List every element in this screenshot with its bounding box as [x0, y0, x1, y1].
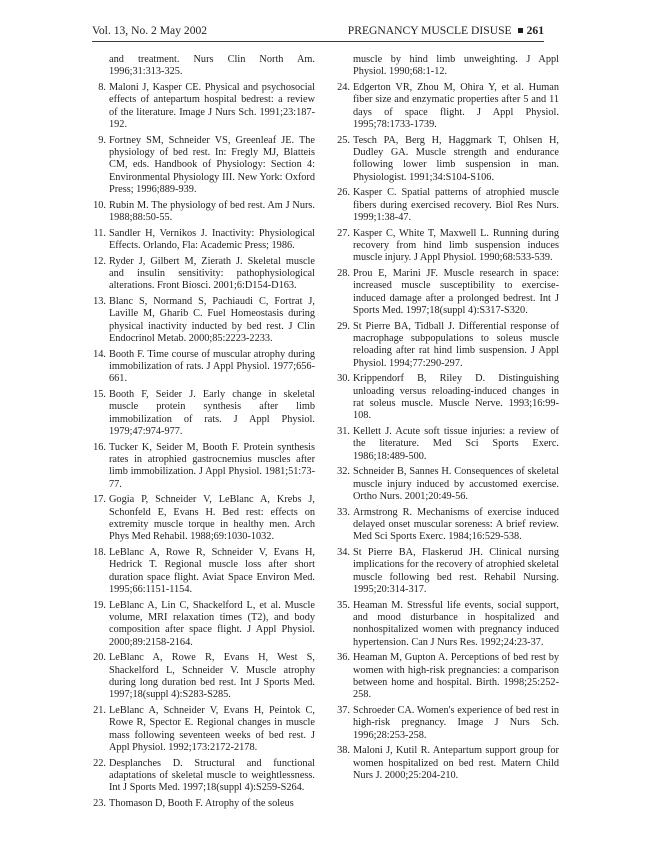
running-title-group	[348, 24, 544, 38]
reference-number: 26.	[337, 187, 350, 199]
reference-text: Fortney SM, Schneider VS, Greenleaf JE. The physiology of bed rest. In: Fregly MJ, Blatteis CM, eds. Handbook of Physiology: Section 4: Environmental Physiology III. New York: Oxford Press; 1996;889-939.	[109, 134, 315, 196]
reference-text: Kasper C, White T, Maxwell L. Running during recovery from hind limb suspension induces muscle injury. J Appl Physiol. 1990;68:533-539.	[353, 227, 559, 264]
reference-number: 15.	[93, 388, 106, 400]
reference-item	[92, 256, 315, 293]
reference-item	[336, 82, 559, 131]
reference-text: Tesch PA, Berg H, Haggmark T, Ohlsen H, Dudley GA. Muscle strength and endurance following lower limb suspension in man. Physiologist. 1991;34:S104-S106.	[353, 134, 559, 183]
reference-text: Kellett J. Acute soft tissue injuries: a review of the literature. Med Sci Sports Exerc. 1986;18:489-500.	[353, 426, 559, 462]
reference-text: Schneider B, Sannes H. Consequences of skeletal muscle injury induced by accustomed exercise. Ortho Nurs. 2001;20:49-56.	[353, 466, 559, 503]
reference-text: St Pierre BA, Flaskerud JH. Clinical nursing implications for the recovery of atrophied skeletal muscle following bed rest. Rehabil Nursing. 1995;20:314-317.	[353, 546, 559, 596]
reference-number: 22.	[93, 757, 106, 769]
reference-item	[336, 745, 559, 782]
reference-item	[336, 373, 559, 422]
reference-number: 32.	[337, 466, 350, 478]
reference-number: 8.	[98, 81, 106, 93]
reference-number: 25.	[337, 134, 350, 146]
reference-number: 10.	[93, 199, 106, 211]
reference-text: Prou E, Marini JF. Muscle research in space: increased muscle susceptibility to exercise-induced damage after a prolonged bedrest. Int J Sports Med. 1997;18(suppl 4):S317-S320.	[353, 267, 559, 317]
reference-number: 24.	[337, 81, 350, 93]
reference-item	[336, 426, 559, 463]
reference-item	[336, 228, 559, 265]
reference-text: Gogia P, Schneider V, LeBlanc A, Krebs J, Schonfeld E, Evans H. Bed rest: effects on extremity muscle torque in healthy men. Arch Phys Med Rehabil. 1988;69:1030-1032.	[109, 494, 315, 543]
reference-text: Rubin M. The physiology of bed rest. Am J Nurs. 1988;88:50-55.	[109, 199, 315, 224]
reference-number: 14.	[93, 348, 106, 360]
reference-number: 29.	[337, 320, 350, 332]
square-bullet-icon	[518, 28, 523, 33]
reference-text: LeBlanc A, Schneider V, Evans H, Peintok C, Rowe R, Spector E. Regional changes in muscle mass following seventeen weeks of bed rest. J Appl Physiol. 1992;173:2172-2178.	[109, 705, 315, 754]
reference-text: and treatment. Nurs Clin North Am. 1996;31:313-325.	[109, 54, 315, 78]
reference-item	[92, 652, 315, 701]
reference-number: 16.	[93, 441, 106, 453]
reference-item	[92, 296, 315, 345]
reference-text: Heaman M. Stressful life events, social support, and mood disturbance in hospitalized and nonhospitalized women with pregnancy induced hypertension. Can J Nurs Res. 1992;24:23-37.	[353, 599, 559, 648]
reference-item	[92, 82, 315, 131]
reference-number: 31.	[337, 426, 350, 437]
reference-item	[336, 652, 559, 701]
reference-text: Booth F, Seider J. Early change in skeletal muscle protein synthesis after limb immobilization of rats. J Appl Physiol. 1979;47:974-977.	[109, 388, 315, 437]
reference-number: 38.	[337, 745, 350, 757]
reference-number: 19.	[93, 599, 106, 611]
references-right-column	[336, 54, 559, 786]
reference-item	[336, 187, 559, 224]
reference-number: 28.	[337, 267, 350, 279]
reference-text: Krippendorf B, Riley D. Distinguishing unloading versus reloading-induced changes in rat soleus muscle. Muscle Nerve. 1993;16:99-108.	[353, 373, 559, 422]
reference-text: Tucker K, Seider M, Booth F. Protein synthesis rates in atrophied gastrocnemius muscles after limb immobilization. J Appl Physiol. 1981;51:73-77.	[109, 441, 315, 490]
reference-text: Kasper C. Spatial patterns of atrophied muscle fibers during exercised recovery. Biol Res Nurs. 1999;1:38-47.	[353, 187, 559, 224]
reference-text: Edgerton VR, Zhou M, Ohira Y, et al. Human fiber size and enzymatic properties after 5 and 11 days of space flight. J Appl Physiol. 1995;78:1733-1739.	[353, 81, 559, 131]
reference-number: 9.	[98, 134, 106, 146]
reference-number: 35.	[337, 599, 350, 611]
reference-text: Desplanches D. Structural and functional adaptations of skeletal muscle to weightlessness. Int J Sports Med. 1997;18(suppl 4):S259-S264.	[109, 757, 315, 794]
reference-item	[336, 321, 559, 370]
reference-number: 13.	[93, 295, 106, 307]
reference-text: LeBlanc A, Rowe R, Schneider V, Evans H, Hedrick T. Regional muscle loss after short duration space flight. Aviat Space Environ Med. 1995;66:1151-1154.	[109, 546, 315, 596]
reference-item	[336, 135, 559, 184]
reference-number: 18.	[93, 546, 106, 558]
reference-item	[92, 705, 315, 754]
reference-text: St Pierre BA, Tidball J. Differential response of macrophage subpopulations to soleus muscle reloading after rat hind limb suspension. J Appl Physiol. 1994;77:290-297.	[353, 320, 559, 369]
reference-item	[92, 798, 315, 810]
reference-number: 30.	[337, 373, 350, 385]
reference-item	[92, 600, 315, 649]
reference-number: 37.	[337, 705, 350, 716]
reference-item	[92, 547, 315, 596]
running-title: PREGNANCY MUSCLE DISUSE	[347, 24, 512, 37]
reference-text: LeBlanc A, Rowe R, Evans H, West S, Shackelford L, Schneider V. Muscle atrophy during long duration bed rest. Int J Sports Med. 1997;18(suppl 4):S283-S285.	[109, 652, 315, 701]
reference-item	[336, 547, 559, 596]
reference-number: 17.	[93, 494, 106, 506]
reference-item	[336, 600, 559, 649]
reference-item	[92, 494, 315, 543]
reference-text: Schroeder CA. Women's experience of bed rest in high-risk pregnancy. Image J Nurs Sch. 1996;28:253-258.	[353, 705, 559, 741]
reference-item	[92, 758, 315, 795]
references-left-column	[92, 54, 315, 814]
reference-number: 36.	[337, 652, 350, 664]
reference-text: Ryder J, Gilbert M, Zierath J. Skeletal muscle and insulin sensitivity: pathophysiological alterations. Front Biosci. 2001;6:D154-D163.	[109, 255, 315, 292]
reference-item	[92, 54, 315, 79]
reference-number: 27.	[337, 227, 350, 239]
reference-text: LeBlanc A, Lin C, Shackelford L, et al. Muscle volume, MRI relaxation times (T2), and body composition after space flight. J Appl Physiol. 2000;89:2158-2164.	[109, 599, 315, 648]
reference-number: 21.	[93, 705, 106, 716]
page-number: 261	[526, 24, 544, 37]
reference-text: muscle by hind limb unweighting. J Appl Physiol. 1990;68:1-12.	[353, 54, 559, 78]
reference-item	[92, 349, 315, 386]
running-header	[92, 24, 544, 38]
reference-item	[92, 200, 315, 225]
reference-item	[92, 228, 315, 253]
reference-number: 34.	[337, 546, 350, 558]
reference-item	[336, 507, 559, 544]
reference-text: Maloni J, Kutil R. Antepartum support group for women hospitalized on bed rest. Matern Child Nurs J. 2000;25:204-210.	[353, 745, 559, 782]
reference-item	[92, 442, 315, 491]
reference-text: Thomason D, Booth F. Atrophy of the soleus	[109, 798, 294, 809]
journal-volume-issue: Vol. 13, No. 2 May 2002	[92, 24, 208, 37]
reference-number: 12.	[93, 255, 106, 267]
reference-item	[336, 54, 559, 79]
reference-text: Heaman M, Gupton A. Perceptions of bed rest by women with high-risk pregnancies: a comparison between home and hospital. Birth. 1998;25:252-258.	[353, 652, 559, 701]
reference-item	[92, 135, 315, 197]
reference-text: Maloni J, Kasper CE. Physical and psychosocial effects of antepartum hospital bedrest: a review of the literature. Image J Nurs Sch. 1991;23:187-192.	[109, 81, 315, 131]
reference-item	[92, 389, 315, 438]
reference-number: 23.	[93, 798, 106, 809]
reference-item	[336, 268, 559, 317]
header-rule	[92, 41, 544, 42]
reference-item	[336, 705, 559, 742]
reference-number: 11.	[93, 227, 106, 239]
reference-text: Blanc S, Normand S, Pachiaudi C, Fortrat J, Laville M, Gharib C. Fuel Homeostasis during physical inactivity inducted by bed rest. J Clin Endocrinol Metab. 2000;85:2223-2233.	[109, 295, 315, 344]
reference-text: Armstrong R. Mechanisms of exercise induced delayed onset muscular soreness: A brief review. Med Sci Sports Exerc. 1984;16:529-538.	[353, 506, 559, 543]
reference-number: 33.	[337, 506, 350, 518]
reference-item	[336, 466, 559, 503]
reference-number: 20.	[93, 652, 106, 664]
reference-text: Sandler H, Vernikos J. Inactivity: Physiological Effects. Orlando, Fla: Academic Press; 1986.	[109, 227, 315, 251]
reference-text: Booth F. Time course of muscular atrophy during immobilization of rats. J Appl Physiol. 1977;656-661.	[109, 348, 315, 385]
